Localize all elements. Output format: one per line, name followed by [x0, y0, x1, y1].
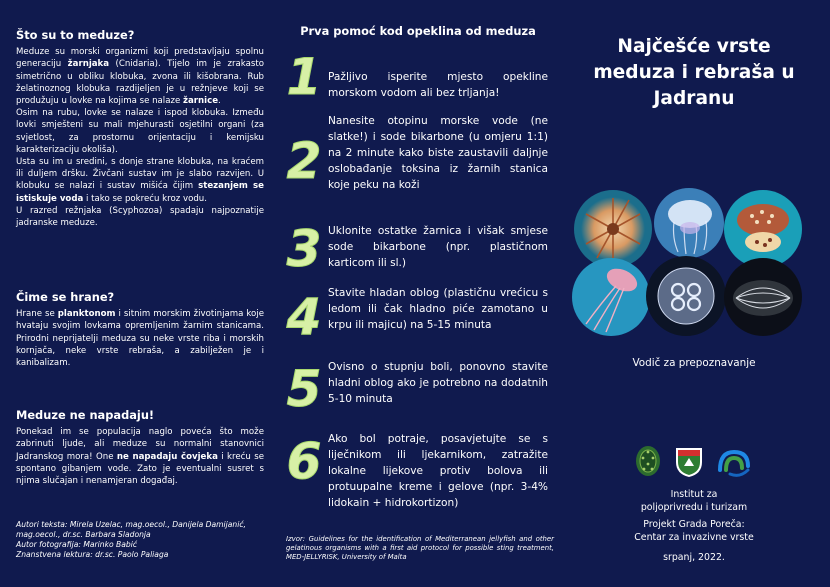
step-2	[284, 114, 552, 214]
paragraph: Hrane se planktonom i sitnim morskim životinjama koje hvataju svojim lovkama opremljenim žarnim stanicama. Prirodni neprijatelji meduza su neke vrste riba i morskih kornjača, neke vrste rebraša, a zabilježen je i kanibalizam.	[16, 309, 264, 369]
section-what-are-jellyfish	[16, 28, 264, 229]
crest-icon	[634, 444, 662, 478]
step-number: 3	[286, 220, 322, 278]
left-panel	[0, 0, 278, 587]
step-number: 5	[286, 360, 322, 418]
jellyfish-orange-photo	[574, 190, 652, 268]
paragraph: Osim na rubu, lovke se nalaze i ispod klobuka. Između lovki smješteni su mali mjehurasti osjetilni organi (za svjetlost, za prostornu orijentaciju i kemijsku karakterizaciju okoliša).	[16, 108, 264, 155]
waves-logo-icon	[716, 444, 752, 478]
cover-title-line: Jadranu	[653, 88, 735, 110]
cover-title-line: meduza i rebraša u	[593, 62, 795, 84]
step-3	[284, 222, 552, 280]
publication-date: srpanj, 2022.	[663, 552, 725, 563]
section-title: Čime se hrane?	[16, 290, 115, 304]
credit-line: Znanstvena lektura: dr.sc. Paolo Paliaga	[16, 550, 169, 560]
project-name	[558, 518, 830, 544]
jellyfish-moon-photo	[646, 256, 726, 336]
paragraph: Meduze su morski organizmi koji predstavljaju spolnu generaciju žarnjaka (Cnidaria). Tijelo im je zrakasto simetrično u obliku klobuka, zvona ili kišobrana. Rub želatinoznog klobuka razdijeljen je u režnjeve koji se produžuju u lovke na kojima se nalaze žarnice.	[16, 47, 264, 107]
section-what-they-eat	[16, 290, 264, 369]
section-they-dont-attack	[16, 408, 264, 487]
step-number: 2	[286, 132, 322, 190]
step-text: Ako bol potraje, posavjetujte se s liječnikom ili ljekarnikom, zatražite lokalne lijekove protiv bolova ili protuupalne kreme i gelove (npr. 3-4% lidokain + hidrokortizon)	[328, 433, 548, 509]
step-number: 6	[286, 432, 322, 490]
source-note: Izvor: Guidelines for the identification of Mediterranean jellyfish and other gelatinous organisms with a first aid protocol for possible sting treatment, MED-JELLYRISK, University of Malta	[286, 535, 554, 561]
institute-line: Institut za	[670, 489, 718, 500]
step-number: 1	[286, 48, 322, 106]
jellyfish-pink-photo	[572, 258, 650, 336]
institute-name	[558, 488, 830, 514]
step-1	[284, 48, 552, 110]
paragraph: Usta su im u sredini, s donje strane klobuka, na kraćem ili duljem dršku. Živčani sustav im je slabo razvijen. U klobuku se nalazi i sustav mišića čijim stezanjem se istiskuje voda i tako se pokreću kroz vodu.	[16, 157, 264, 204]
credit-line: Autori teksta: Mirela Uzelac, mag.oecol., Danijela Damijanić,	[16, 520, 246, 529]
project-line: Centar za invazivne vrste	[634, 532, 754, 544]
credit-line: Autor fotografija: Marinko Babić	[16, 540, 138, 550]
project-line: Projekt Grada Poreča:	[643, 519, 745, 530]
cover-title-line: Najčešće vrste	[617, 36, 771, 57]
institute-line: poljoprivredu i turizam	[640, 502, 748, 514]
step-6	[284, 432, 552, 522]
jellyfish-spotted-photo	[724, 190, 802, 268]
step-text: Ovisno o stupnju boli, ponovno stavite hladni oblog ako je potrebno na dodatnih 5-10 minuta	[328, 361, 548, 405]
step-5	[284, 360, 552, 416]
right-panel	[558, 0, 830, 587]
credit-line: mag.oecol., dr.sc. Barbara Sladonja	[16, 530, 151, 540]
cover-subtitle: Vodič za prepoznavanje	[632, 357, 756, 369]
first-aid-title: Prva pomoć kod opeklina od meduza	[300, 24, 536, 38]
cover-title	[558, 34, 830, 112]
logos	[558, 444, 830, 484]
step-text: Pažljivo isperite mjesto opekline morskom vodom ali bez trljanja!	[328, 71, 548, 99]
step-4	[284, 286, 552, 356]
coat-of-arms-icon	[672, 444, 706, 478]
paragraph: U razred režnjaka (Scyphozoa) spadaju najpoznatije jadranske meduze.	[16, 205, 264, 229]
jellyfish-white-photo	[654, 188, 724, 258]
middle-panel	[278, 0, 558, 587]
credits	[16, 520, 266, 560]
section-title: Što su to meduze?	[16, 28, 135, 42]
step-text: Stavite hladan oblog (plastičnu vrećicu s ledom ili čak hladno piće zamotano u krpu ili majicu) na 5-15 minuta	[328, 287, 548, 331]
comb-jelly-photo	[724, 258, 802, 336]
step-number: 4	[286, 288, 322, 346]
paragraph: Ponekad im se populacija naglo poveća što može zabrinuti ljude, ali meduze su normalni stanovnici Jadranskog mora! One ne napadaju čovjeka i kreću se spontano gibanjem vode. Zato je eventualni susret s njima slučajan i nenamjeran događaj.	[16, 427, 264, 487]
step-text: Uklonite ostatke žarnica i višak smjese sode bikarbone (npr. plastičnom karticom ili sl.)	[328, 225, 548, 269]
step-text: Nanesite otopinu morske vode (ne slatke!) i sode bikarbone (u omjeru 1:1) na 2 minute kako biste zaustavili daljnje oslobađanje toksina iz žarnih stanica koje peku na koži	[328, 115, 548, 191]
section-title: Meduze ne napadaju!	[16, 408, 155, 422]
